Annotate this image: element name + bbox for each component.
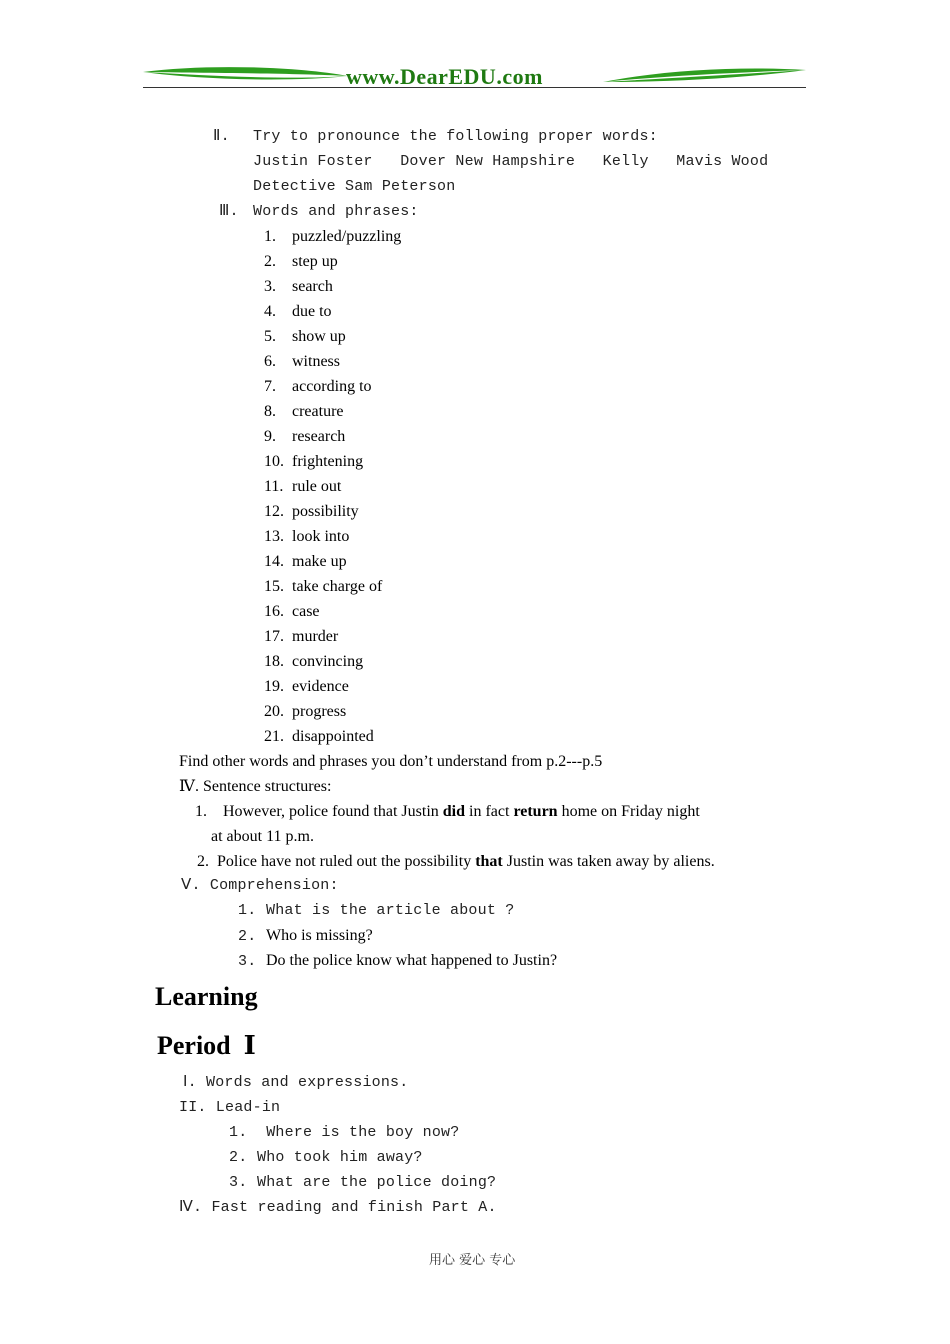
list-item: 20. progress xyxy=(264,703,347,720)
sentence-2: 2. Police have not ruled out the possibility that Justin was taken away by aliens. xyxy=(197,853,715,870)
sentence-1-continued: at about 11 p.m. xyxy=(211,828,314,845)
leadin-q1: 1. Where is the boy now? xyxy=(229,1124,460,1141)
section3-title: Words and phrases: xyxy=(253,203,419,220)
list-item: 11. rule out xyxy=(264,478,342,495)
list-item: 17. murder xyxy=(264,628,339,645)
comprehension-q2: 2. Who is missing? xyxy=(238,927,373,945)
list-item: 7. according to xyxy=(264,378,372,395)
list-item: 3. search xyxy=(264,278,333,295)
find-other-words-note: Find other words and phrases you don’t understand from p.2---p.5 xyxy=(179,753,603,770)
list-item: 16. case xyxy=(264,603,320,620)
footer-motto: 用心 爱心 专心 xyxy=(429,1253,516,1268)
list-item: 2. step up xyxy=(264,253,338,270)
section2-numeral: Ⅱ. xyxy=(213,128,230,145)
sentence-1: 1. However, police found that Justin did in fact return home on Friday night xyxy=(195,803,700,820)
section2-title: Try to pronounce the following proper words: xyxy=(253,128,658,145)
comprehension-q3: 3. Do the police know what happened to Justin? xyxy=(238,952,558,970)
comprehension-q1: 1. What is the article about ? xyxy=(238,902,515,919)
list-item: 1. puzzled/puzzling xyxy=(264,228,402,245)
leadin-q2: 2. Who took him away? xyxy=(229,1149,423,1166)
list-item: 12. possibility xyxy=(264,503,359,520)
section3-numeral: Ⅲ. xyxy=(219,203,239,220)
period-item-ii: II. Lead-in xyxy=(179,1099,281,1116)
section5-title: Ⅴ. Comprehension: xyxy=(181,877,339,894)
list-item: 13. look into xyxy=(264,528,350,545)
period-heading: Period Ⅰ xyxy=(157,1031,256,1060)
section4-title: Ⅳ. Sentence structures: xyxy=(179,778,332,795)
learning-heading: Learning xyxy=(155,982,258,1011)
section2-names-line2: Detective Sam Peterson xyxy=(253,178,456,195)
list-item: 15. take charge of xyxy=(264,578,383,595)
leadin-q3: 3. What are the police doing? xyxy=(229,1174,497,1191)
section2-names-line1: Justin Foster Dover New Hampshire Kelly Mavis Wood xyxy=(253,153,769,170)
list-item: 21. disappointed xyxy=(264,728,374,745)
site-title: www.DearEDU.com xyxy=(346,64,543,89)
list-item: 4. due to xyxy=(264,303,332,320)
header-rule xyxy=(143,87,806,88)
list-item: 9. research xyxy=(264,428,346,445)
list-item: 10. frightening xyxy=(264,453,364,470)
list-item: 6. witness xyxy=(264,353,340,370)
list-item: 8. creature xyxy=(264,403,344,420)
period-item-i: Ⅰ. Words and expressions. xyxy=(183,1074,409,1091)
list-item: 19. evidence xyxy=(264,678,349,695)
list-item: 5. show up xyxy=(264,328,346,345)
list-item: 18. convincing xyxy=(264,653,364,670)
right-swoosh xyxy=(603,69,806,83)
list-item: 14. make up xyxy=(264,553,347,570)
period-item-iv: Ⅳ. Fast reading and finish Part A. xyxy=(179,1199,497,1216)
